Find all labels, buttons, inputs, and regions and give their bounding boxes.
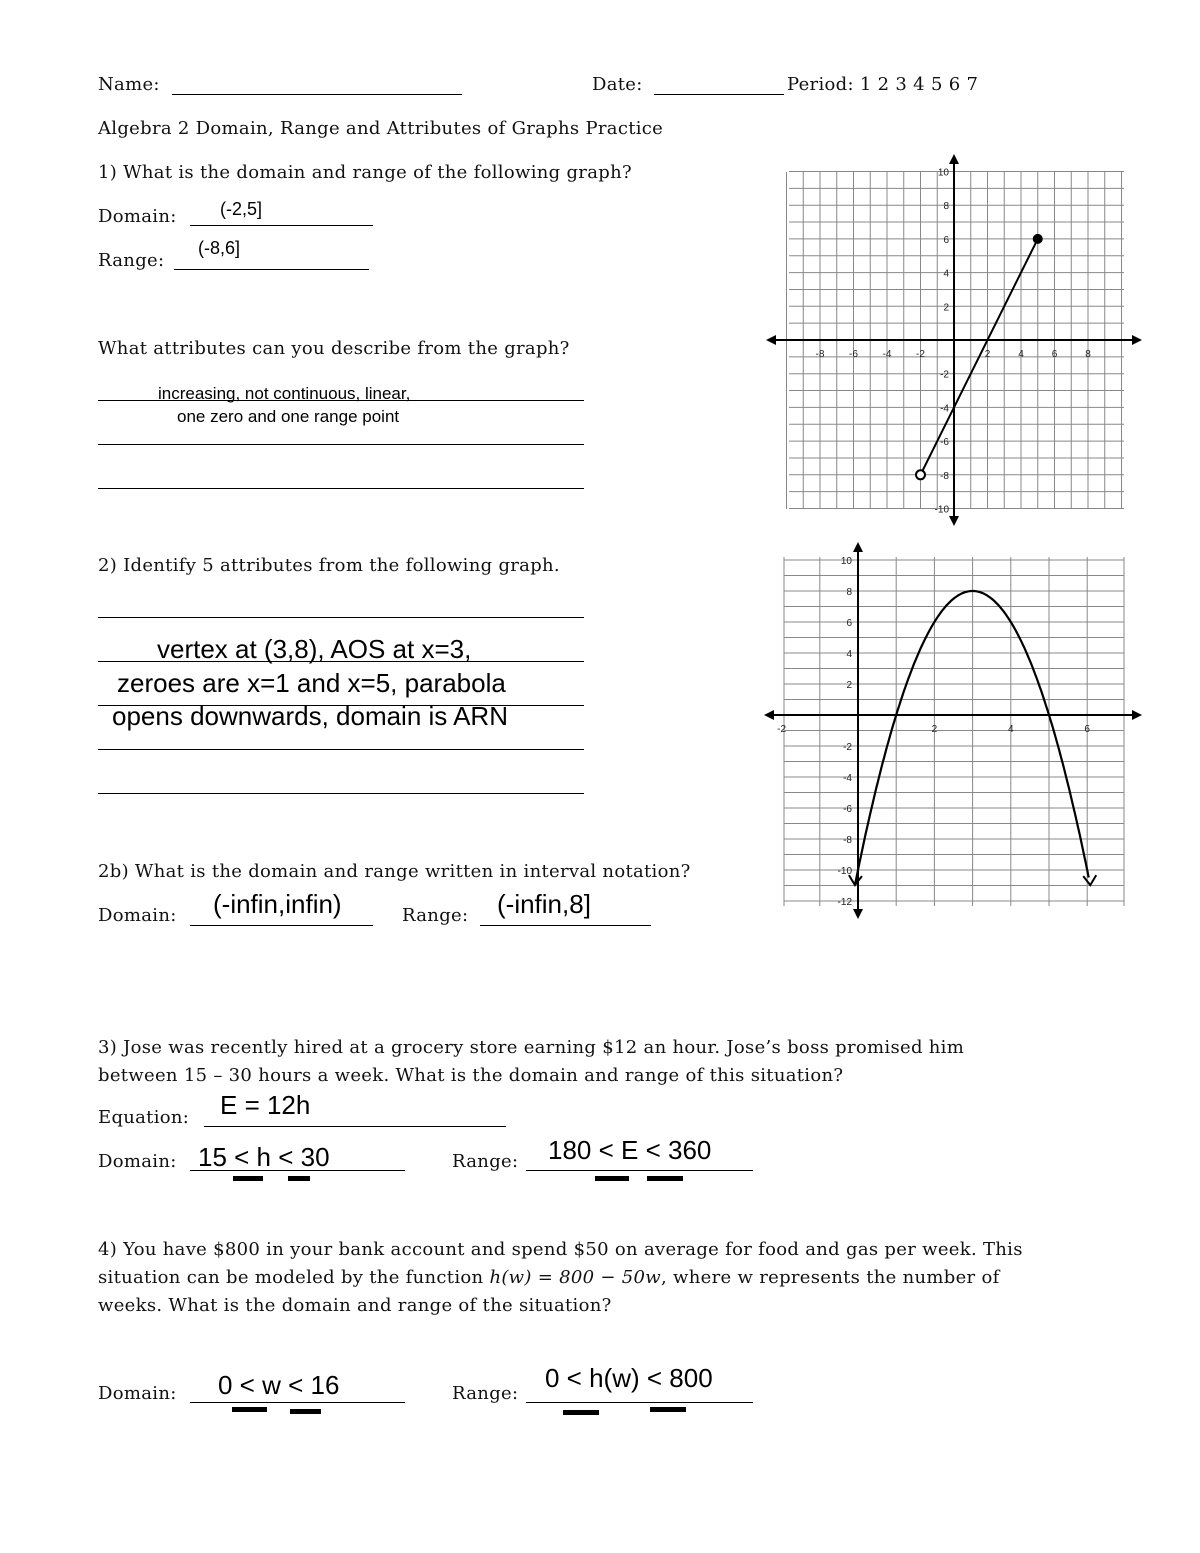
y-tick-label: -8 bbox=[940, 470, 949, 482]
q2b-domain-label: Domain: bbox=[98, 905, 177, 926]
period-label: Period: 1 2 3 4 5 6 7 bbox=[787, 74, 979, 95]
q4-question-line-3: weeks. What is the domain and range of the situation? bbox=[98, 1295, 612, 1316]
x-tick-label: 6 bbox=[1051, 349, 1058, 360]
q4-domain-underline-2 bbox=[290, 1409, 321, 1414]
y-tick-label: -2 bbox=[940, 369, 949, 381]
y-tick-label: 10 bbox=[840, 556, 852, 567]
q3-range-answer: 180 < E < 360 bbox=[548, 1135, 712, 1165]
q4-question-text-b: , where w represents the number of bbox=[661, 1267, 1000, 1288]
q2-answer-2: zeroes are x=1 and x=5, parabola bbox=[117, 668, 506, 698]
q1-attributes-question: What attributes can you describe from the graph? bbox=[98, 338, 570, 359]
x-tick-label: 4 bbox=[1008, 724, 1014, 735]
q4-question-line-1: 4) You have $800 in your bank account and spend $50 on average for food and gas per week. This bbox=[98, 1239, 1023, 1260]
q4-function-math: h(w) = 800 − 50w bbox=[489, 1267, 662, 1288]
q4-range-field[interactable] bbox=[526, 1402, 753, 1403]
q3-equation-field[interactable] bbox=[204, 1126, 506, 1127]
q1-range-label: Range: bbox=[98, 250, 165, 271]
name-label: Name: bbox=[98, 74, 160, 95]
q3-range-underline-2 bbox=[647, 1176, 683, 1181]
q1-attributes-answer-2: one zero and one range point bbox=[177, 407, 400, 426]
q3-domain-label: Domain: bbox=[98, 1151, 177, 1172]
worksheet-title: Algebra 2 Domain, Range and Attributes of Graphs Practice bbox=[98, 118, 664, 139]
y-tick-label: -6 bbox=[843, 804, 852, 815]
q4-question-line-2 bbox=[98, 1267, 1000, 1288]
x-tick-label: 2 bbox=[984, 349, 991, 360]
y-axis-arrow-down bbox=[853, 909, 863, 919]
q4-domain-answer: 0 < w < 16 bbox=[218, 1370, 340, 1400]
x-tick-label: -4 bbox=[882, 349, 892, 360]
y-tick-label: 2 bbox=[846, 680, 852, 691]
y-tick-label: -10 bbox=[837, 866, 852, 877]
q3-domain-underline-1 bbox=[233, 1176, 263, 1181]
q2b-domain-field[interactable] bbox=[190, 925, 373, 926]
q4-domain-label: Domain: bbox=[98, 1383, 177, 1404]
q4-range-underline-1 bbox=[563, 1410, 599, 1415]
y-tick-label: 8 bbox=[846, 587, 852, 598]
q2b-range-field[interactable] bbox=[480, 925, 651, 926]
q3-question-line-1: 3) Jose was recently hired at a grocery store earning $12 an hour. Jose’s boss promised him bbox=[98, 1037, 965, 1058]
x-axis-arrow-left bbox=[764, 710, 774, 720]
q3-range-label: Range: bbox=[452, 1151, 519, 1172]
y-tick-label: 2 bbox=[943, 302, 949, 314]
y-tick-label: -4 bbox=[940, 403, 949, 415]
x-tick-label: -6 bbox=[849, 349, 858, 360]
q2-answer-3: opens downwards, domain is ARN bbox=[112, 701, 508, 731]
q4-domain-field[interactable] bbox=[190, 1402, 405, 1403]
date-label: Date: bbox=[592, 74, 643, 95]
x-tick-label: 2 bbox=[931, 724, 938, 735]
q2b-domain-answer: (-infin,infin) bbox=[213, 889, 342, 919]
y-tick-label: -2 bbox=[843, 742, 852, 753]
x-tick-label: -2 bbox=[777, 724, 787, 735]
x-tick-label: -2 bbox=[916, 349, 925, 360]
q3-range-underline-1 bbox=[595, 1176, 629, 1181]
q1-domain-label: Domain: bbox=[98, 206, 177, 227]
q4-question-text-a: situation can be modeled by the function bbox=[98, 1267, 490, 1288]
q3-question-line-2: between 15 – 30 hours a week. What is the domain and range of this situation? bbox=[98, 1065, 844, 1086]
x-axis-arrow-right bbox=[1132, 710, 1142, 720]
q4-range-label: Range: bbox=[452, 1383, 519, 1404]
x-tick-label: 4 bbox=[1018, 349, 1024, 360]
y-tick-label: -12 bbox=[837, 897, 852, 908]
q2-answer-1: vertex at (3,8), AOS at x=3, bbox=[157, 634, 472, 664]
q1-range-answer: (-8,6] bbox=[198, 238, 241, 258]
q4-range-underline-2 bbox=[650, 1407, 686, 1412]
y-tick-label: -8 bbox=[843, 835, 852, 846]
parabola-curve bbox=[855, 591, 1089, 885]
y-tick-label: 6 bbox=[846, 618, 852, 629]
y-tick-label: -4 bbox=[843, 773, 852, 784]
y-tick-label: 4 bbox=[846, 649, 852, 660]
q4-domain-underline-1 bbox=[232, 1407, 267, 1412]
y-tick-label: 6 bbox=[943, 234, 949, 246]
q3-domain-answer: 15 < h < 30 bbox=[198, 1142, 330, 1172]
q3-equation-answer: E = 12h bbox=[220, 1090, 311, 1120]
q2b-question: 2b) What is the domain and range written in interval notation? bbox=[98, 861, 691, 882]
q1-question: 1) What is the domain and range of the following graph? bbox=[98, 162, 632, 183]
q2b-range-answer: (-infin,8] bbox=[497, 889, 591, 919]
q3-domain-underline-2 bbox=[288, 1176, 310, 1181]
y-tick-label: 4 bbox=[943, 268, 949, 280]
y-tick-label: 10 bbox=[937, 167, 949, 179]
q3-range-field[interactable] bbox=[526, 1170, 753, 1171]
parabola-arrow-right bbox=[1083, 875, 1096, 885]
q1-domain-answer: (-2,5] bbox=[220, 199, 263, 219]
y-tick-label: -6 bbox=[940, 437, 949, 449]
y-tick-label: -10 bbox=[934, 504, 949, 516]
q2-question: 2) Identify 5 attributes from the following graph. bbox=[98, 555, 560, 576]
q1-attributes-answer-1: increasing, not continuous, linear, bbox=[158, 384, 411, 403]
x-tick-label: 6 bbox=[1084, 724, 1090, 735]
q2b-range-label: Range: bbox=[402, 905, 469, 926]
q4-range-answer: 0 < h(w) < 800 bbox=[545, 1363, 713, 1393]
x-tick-label: 8 bbox=[1085, 349, 1091, 360]
x-tick-label: -8 bbox=[815, 349, 825, 360]
y-axis-arrow-up bbox=[853, 542, 863, 552]
q3-equation-label: Equation: bbox=[98, 1107, 190, 1128]
y-tick-label: 8 bbox=[943, 201, 949, 213]
